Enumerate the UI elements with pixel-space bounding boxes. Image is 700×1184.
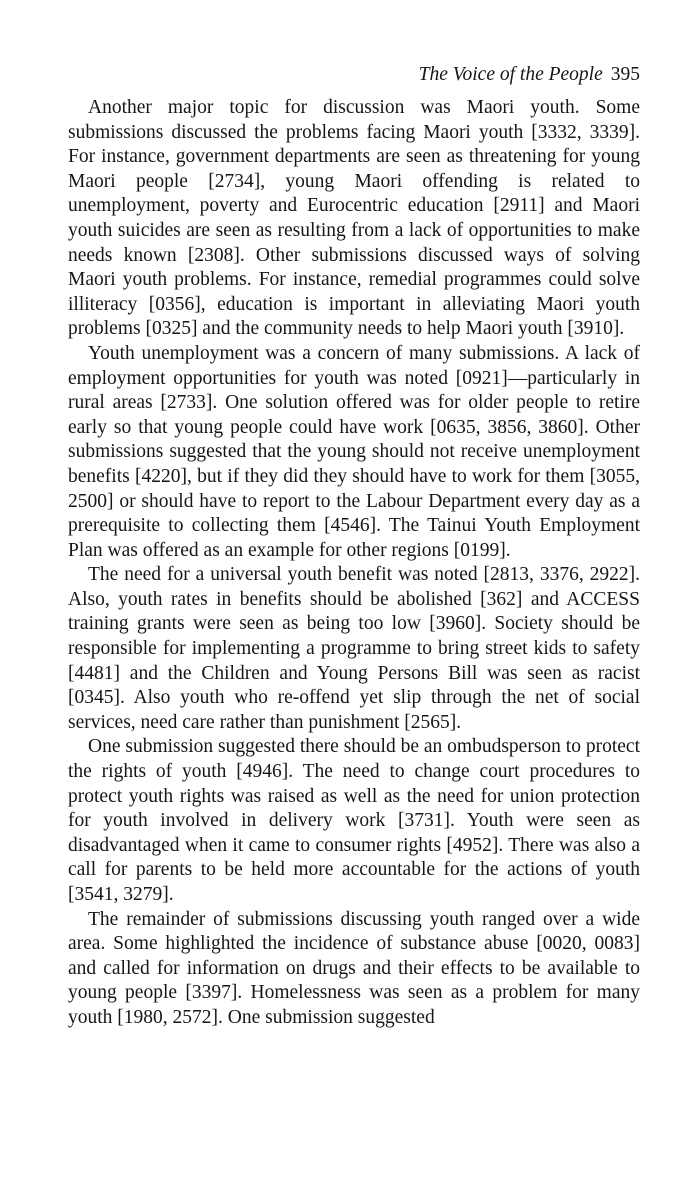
paragraph-remainder: The remainder of submissions discussing youth ranged over a wide area. Some highlighted the incidence of substance abuse [0020, 0083] and called for information on drugs and their effects to be available to young people [3397]. Homelessness was seen as a problem for many youth [1980, 2572]. One submission suggested bbox=[68, 908, 640, 1028]
paragraph-youth-benefit: The need for a universal youth benefit was noted [2813, 3376, 2922]. Also, youth rates in benefits should be abolished [362] and ACCESS training grants were seen as being too low [3960]. Society should be responsible for implementing a programme to bring street kids to safety [4481] and the Children and Young Persons Bill was seen as racist [0345]. Also youth who re-offend yet slip through the net of social services, need care rather than punishment [2565]. bbox=[68, 564, 640, 733]
page-number: 395 bbox=[610, 64, 640, 85]
running-head bbox=[419, 63, 640, 87]
running-head-title: The Voice of the People bbox=[418, 64, 603, 85]
body-text bbox=[68, 96, 640, 1031]
paragraph-youth-unemployment: Youth unemployment was a concern of many submissions. A lack of employment opportunities for youth was noted [0921]—particularly in rural areas [2733]. One solution offered was for older people to retire early so that young people could have work [0635, 3856, 3860]. Other submissions suggested that the young should not receive unemployment benefits [4220], but if they did they should have to work for them [3055, 2500] or should have to report to the Labour Department every day as a prerequisite to collecting them [4546]. The Tainui Youth Employment Plan was offered as an example for other regions [0199]. bbox=[68, 342, 640, 561]
paragraph-youth-rights: One submission suggested there should be an ombudsperson to protect the rights of youth [4946]. The need to change court procedures to protect youth rights was raised as well as the need for union protection for youth involved in delivery work [3731]. Youth were seen as disadvantaged when it came to consumer rights [4952]. There was also a call for parents to be held more accountable for the actions of youth [3541, 3279]. bbox=[68, 736, 640, 905]
paragraph-maori-youth: Another major topic for discussion was Maori youth. Some submissions discussed the problems facing Maori youth [3332, 3339]. For instance, government departments are seen as threatening for young Maori people [2734], young Maori offending is related to unemployment, poverty and Eurocentric education [2911] and Maori youth suicides are seen as resulting from a lack of opportunities to make needs known [2308]. Other submissions discussed ways of solving Maori youth problems. For instance, remedial programmes could solve illiteracy [0356], education is important in alleviating Maori youth problems [0325] and the community needs to help Maori youth [3910]. bbox=[68, 97, 640, 340]
